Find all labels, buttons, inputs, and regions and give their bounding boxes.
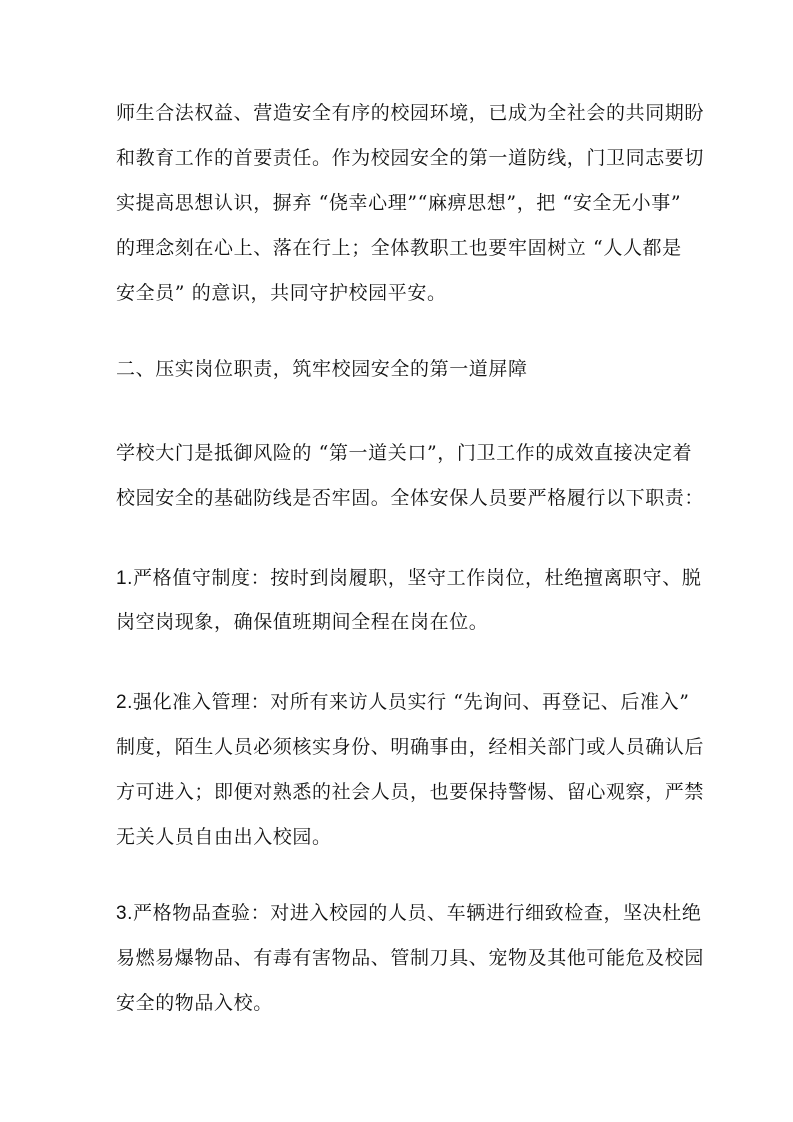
text-line: 无关人员自由出入校园。 (116, 826, 332, 848)
text-line: 学校大门是抵御风险的 “第一道关口”，门卫工作的成效直接决定着 (116, 442, 693, 464)
text-line: 师生合法权益、营造安全有序的校园环境，已成为全社会的共同期盼 (116, 102, 705, 124)
item-number: 1. (116, 568, 134, 589)
section-heading: 二、压实岗位职责，筑牢校园安全的第一道屏障 (116, 358, 528, 380)
item-text: 严格值守制度：按时到岗履职，坚守工作岗位，杜绝擅离职守、脱 (133, 567, 702, 589)
text-line: 方可进入；即便对熟悉的社会人员，也要保持警惕、留心观察，严禁 (116, 781, 705, 803)
text-line: 岗空岗现象，确保值班期间全程在岗在位。 (116, 611, 489, 633)
text-line: 易燃易爆物品、有毒有害物品、管制刀具、宠物及其他可能危及校园 (116, 947, 705, 969)
text-line: 的理念刻在心上、落在行上；全体教职工也要牢固树立 “人人都是 (116, 237, 682, 259)
text-line: 和教育工作的首要责任。作为校园安全的第一道防线，门卫同志要切 (116, 147, 705, 169)
item-number: 2. (116, 692, 134, 713)
text-line (116, 690, 696, 715)
text-line: 校园安全的基础防线是否牢固。全体安保人员要严格履行以下职责： (116, 487, 705, 509)
item-text: 严格物品查验：对进入校园的人员、车辆进行细致检查，坚决杜绝 (133, 902, 702, 924)
item-number: 3. (116, 903, 134, 924)
text-line: 安全的物品入校。 (116, 992, 273, 1014)
text-line (116, 901, 702, 926)
text-line: 安全员” 的意识，共同守护校园平安。 (116, 282, 447, 304)
text-line: 实提高思想认识，摒弃 “侥幸心理”“麻痹思想”，把 “安全无小事” (116, 192, 682, 214)
text-line: 制度，陌生人员必须核实身份、明确事由，经相关部门或人员确认后 (116, 736, 705, 758)
text-line (116, 566, 702, 591)
item-text: 强化准入管理：对所有来访人员实行 “先询问、再登记、后准入” (133, 691, 690, 713)
